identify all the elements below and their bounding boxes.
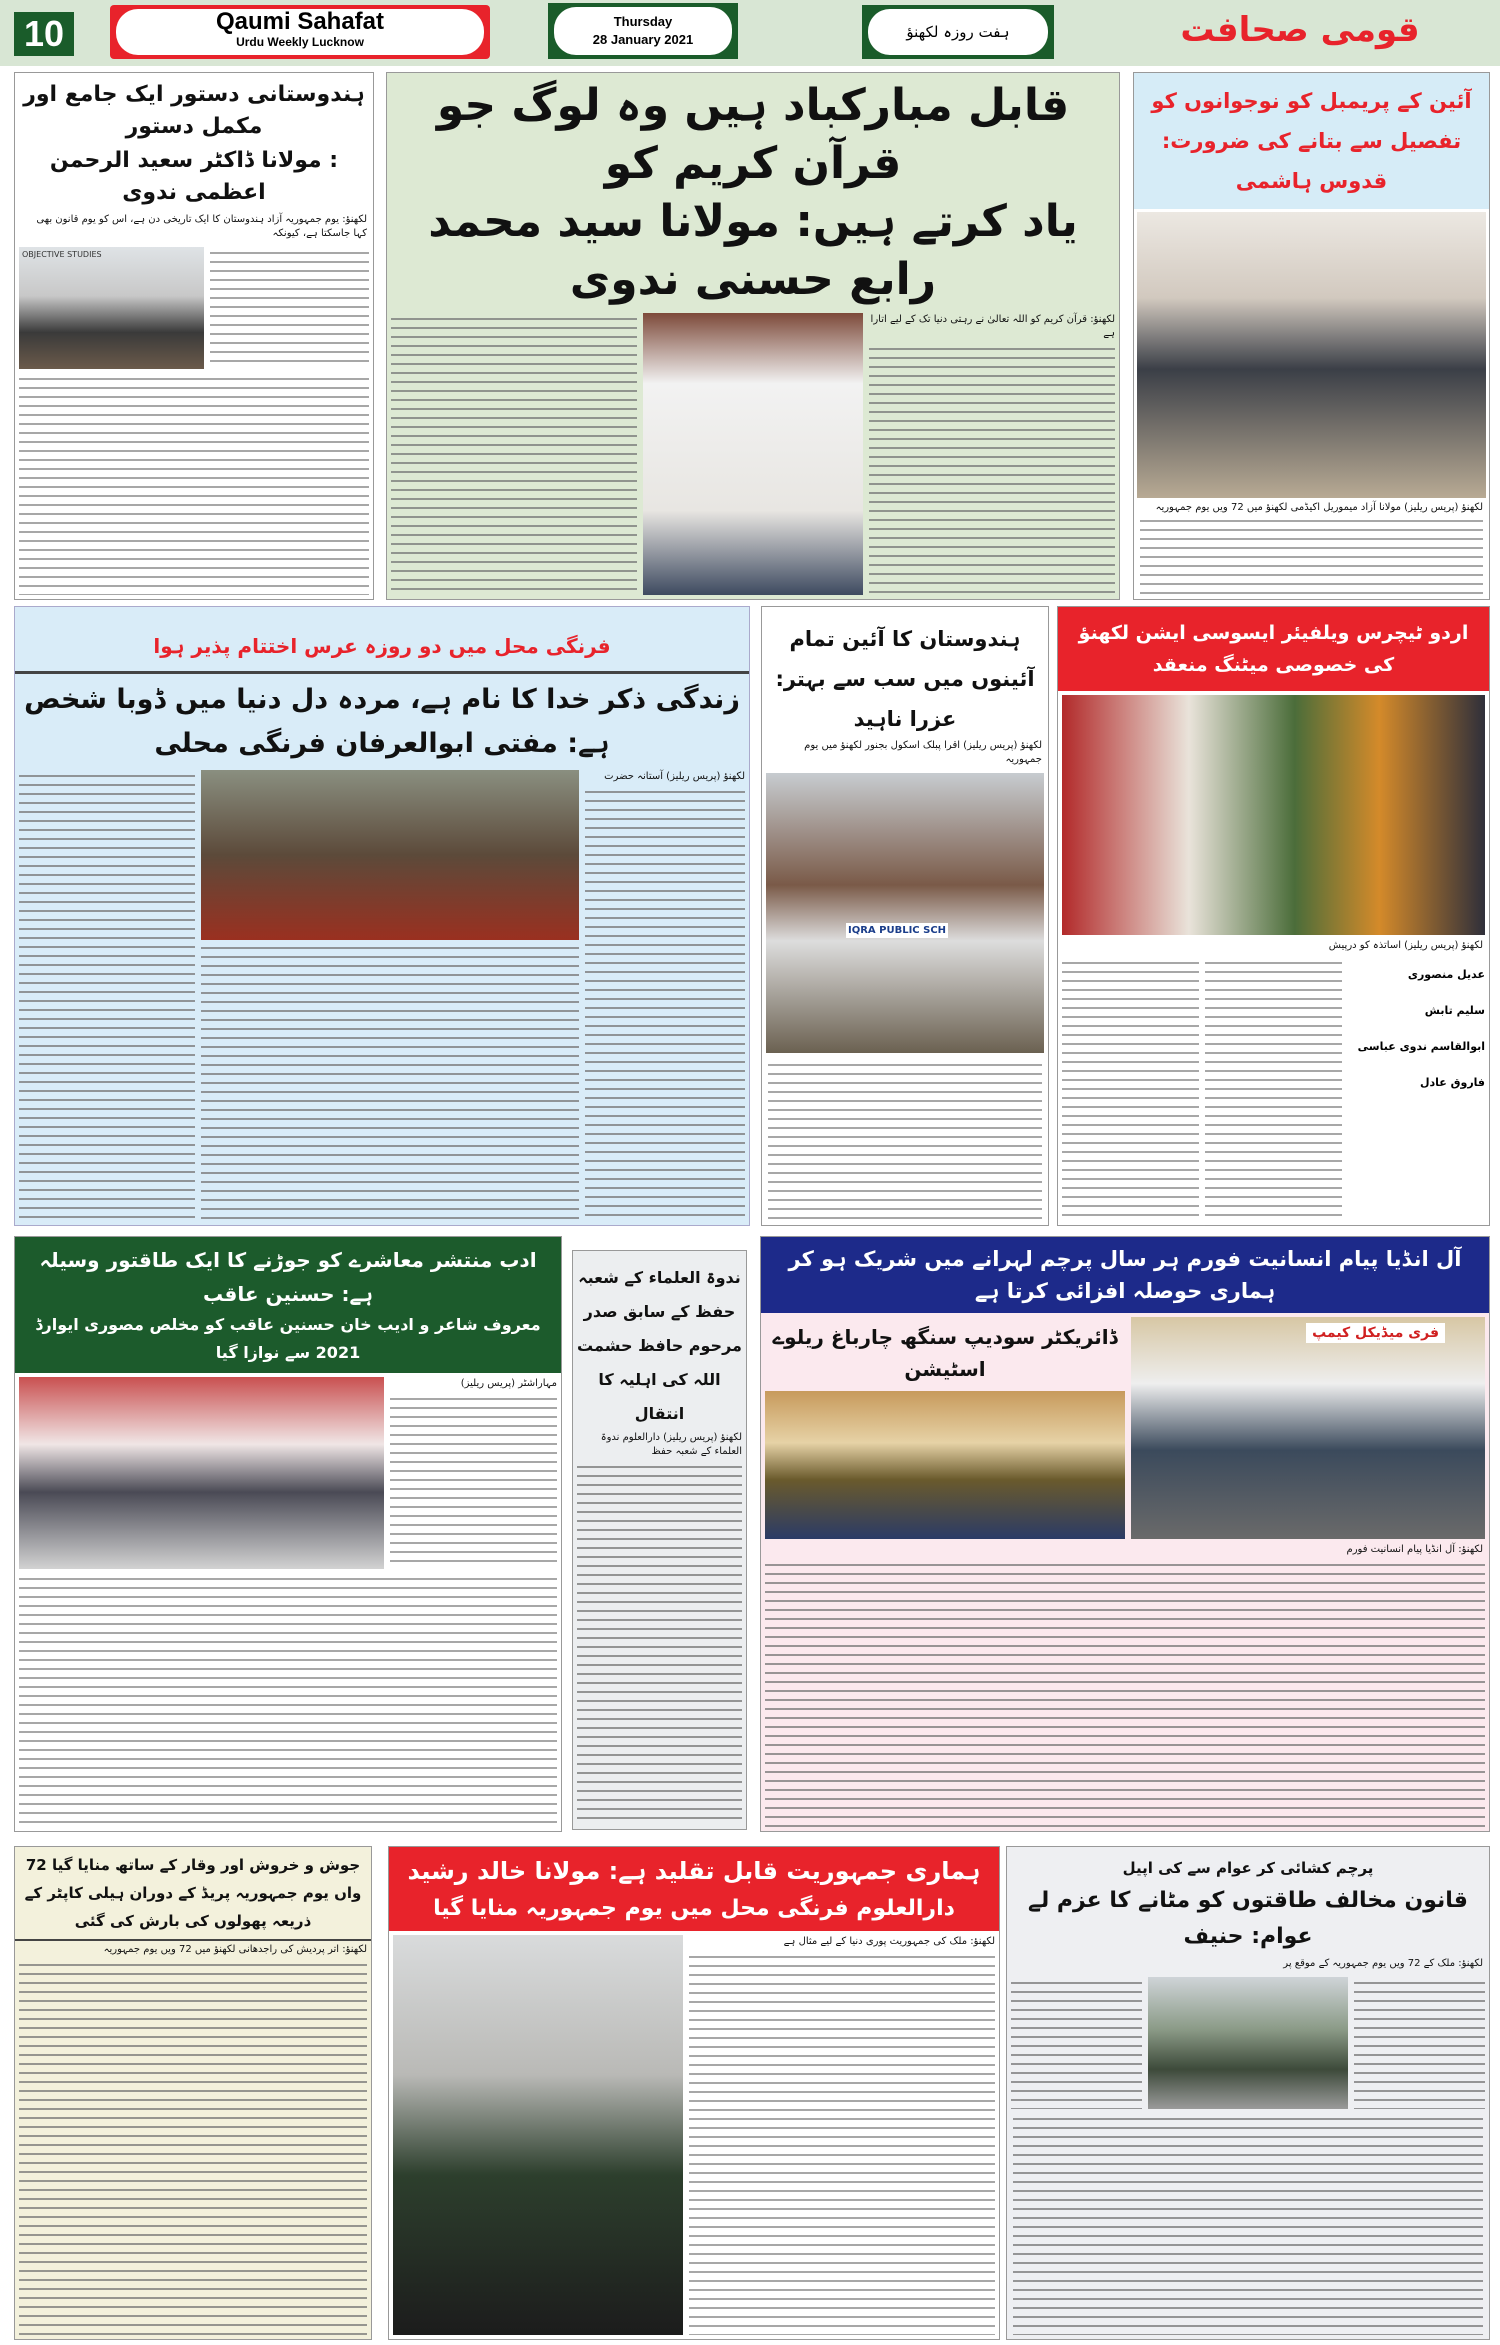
headline: جوش و خروش اور وقار کے ساتھ منایا گیا 72 واں یوم جمہوریہ پریڈ کے دوران ہیلی کاپٹر کے ذریعہ پھولوں کی بارش کی گئی — [15, 1847, 371, 1941]
body-text — [19, 373, 369, 595]
headline: زندگی ذکر خدا کا نام ہے، مردہ دل دنیا میں ڈوبا شخص ہے: مفتی ابوالعرفان فرنگی محلی — [24, 684, 740, 759]
lead-text: لکھنؤ: آل انڈیا پیام انسانیت فورم — [1346, 1544, 1483, 1555]
photo-group — [1137, 212, 1486, 498]
photo-speaker — [19, 247, 204, 369]
photo-row — [15, 1373, 561, 1573]
masthead-subtitle: Urdu Weekly Lucknow — [236, 35, 364, 49]
body-text — [19, 1959, 367, 2335]
kicker: فرنگی محل میں دو روزہ عرس اختتام پذیر ہوا — [153, 634, 611, 658]
photo-flag-hoisting — [766, 773, 1044, 1053]
body-text — [390, 1393, 557, 1569]
headline: آئین کے پریمبل کو نوجوانوں کو تفصیل سے بتانے کی ضرورت: قدوس ہاشمی — [1134, 73, 1489, 209]
article-teachers-meeting — [1057, 606, 1490, 1226]
headline: ادب منتشر معاشرے کو جوڑنے کا ایک طاقتور وسیلہ ہے: حسنین عاقب — [39, 1248, 537, 1306]
body-text — [19, 770, 195, 1221]
column — [869, 313, 1115, 595]
body-text — [1140, 515, 1483, 595]
article-urs — [14, 606, 750, 1226]
lead-text: لکھنؤ (پریس ریلیز) مولانا آزاد میموریل اکیڈمی لکھنؤ میں 72 ویں یوم جمہوریہ — [1155, 502, 1483, 513]
masthead-title: Qaumi Sahafat — [215, 8, 385, 35]
article-hasnain-aqib — [14, 1236, 562, 1832]
body-text — [210, 247, 369, 369]
lead-text: لکھنؤ: ملک کے 72 ویں یوم جمہوریہ کے موقع پر — [1283, 1958, 1483, 1969]
header-band — [389, 1847, 999, 1931]
photo-row — [761, 1313, 1489, 1543]
article-payam-insaniyat — [760, 1236, 1490, 1832]
lead-text: لکھنؤ: یوم جمہوریہ آزاد ہندوستان کا ایک تاریخی دن ہے، اس کو یوم قانون بھی کہا جاسکتا ہے، کیونکہ — [36, 214, 367, 239]
headline: اردو ٹیچرس ویلفیئر ایسوسی ایشن لکھنؤ کی خصوصی میٹنگ منعقد — [1058, 607, 1489, 691]
kicker: پرچم کشائی کر عوام سے کی اپیل — [1122, 1859, 1374, 1877]
issue-date: 28 January 2021 — [592, 32, 694, 47]
headline: ہندوستان کا آئین تمام آئینوں میں سب سے بہتر: عزرا ناہید — [775, 627, 1035, 731]
lead-text: لکھنؤ (پریس ریلیز) اساتذہ کو درپیش — [1328, 940, 1483, 951]
weekly-badge — [862, 5, 1054, 59]
article-nadwa-obituary — [572, 1250, 747, 1830]
photo-sign: IQRA PUBLIC SCH — [848, 925, 947, 936]
column — [585, 770, 745, 1221]
body-text — [19, 1573, 557, 1827]
body-text — [1011, 1977, 1142, 2109]
urdu-logo: قومی صحافت — [1180, 10, 1420, 50]
photo-award — [19, 1377, 384, 1569]
subhead: دارالعلوم فرنگی محل میں یوم جمہوریہ منایا گیا — [433, 1896, 955, 1921]
header-band — [15, 1237, 561, 1373]
body-text — [1205, 957, 1342, 1221]
photo-row — [1007, 1973, 1489, 2113]
content-row — [15, 766, 749, 1225]
subhead: معروف شاعر و ادیب خان حسنین عاقب کو مخلص مصوری ایوارڈ 2021 سے نوازا گیا — [35, 1315, 541, 1362]
lead-text: مہاراشٹر (پریس ریلیز) — [460, 1378, 557, 1389]
body-text — [585, 786, 745, 1221]
lead-text: لکھنؤ (پریس ریلیز) دارالعلوم ندوۃ العلماء کے شعبہ حفظ — [600, 1432, 742, 1457]
lead-text: لکھنؤ: اتر پردیش کی راجدھانی لکھنؤ میں 72 ویں یوم جمہوریہ — [103, 1944, 367, 1955]
headline: ندوۃ العلماء کے شعبہ حفظ کے سابق صدر مرحوم حافظ حشمت اللہ کی اہلیہ کا انتقال — [577, 1268, 742, 1423]
body-text — [689, 1951, 995, 2335]
camp-banner: فری میڈیکل کیمپ — [1306, 1323, 1445, 1343]
lead-text: لکھنؤ (پریس ریلیز) اقرا پبلک اسکول بجنور لکھنؤ میں یوم جمہوریہ — [804, 740, 1042, 765]
photo-row — [15, 243, 373, 373]
issue-day: Thursday — [613, 14, 673, 29]
lead-text: لکھنؤ (پریس ریلیز) آستانہ حضرت — [604, 771, 745, 782]
left-column — [765, 1317, 1125, 1539]
body-text — [1354, 1977, 1485, 2109]
photo-railway-officials — [765, 1391, 1125, 1539]
article-constitution-best — [761, 606, 1049, 1226]
photo-maulana — [643, 313, 863, 595]
byline: : مولانا ڈاکٹر سعید الرحمن اعظمی ندوی — [49, 148, 339, 205]
article-republic-day-parade — [14, 1846, 372, 2340]
body-text — [201, 942, 579, 1221]
article-constitution — [14, 72, 374, 600]
headline-line-1: قابل مبارکباد ہیں وہ لوگ جو قرآن کریم کو — [436, 80, 1070, 189]
subhead: ڈائریکٹر سودیپ سنگھ چارباغ ریلوے اسٹیشن — [772, 1325, 1118, 1381]
member-name: ابوالقاسم ندوی عباسی — [1357, 1040, 1485, 1053]
photo-medical-camp — [1131, 1317, 1485, 1539]
article-quran — [386, 72, 1120, 600]
body-text — [768, 1059, 1042, 1221]
body-text — [869, 343, 1115, 595]
column — [390, 1377, 557, 1569]
photo-caption: OBJECTIVE STUDIES — [22, 250, 102, 259]
content-row — [389, 1931, 999, 2339]
member-name: عدیل منصوری — [1407, 968, 1485, 981]
member-name: فاروق عادل — [1419, 1076, 1485, 1089]
page-number: 10 — [14, 12, 74, 56]
photo-flag-ceremony — [1148, 1977, 1348, 2109]
lead-text: لکھنؤ: ملک کی جمہوریت پوری دنیا کے لیے مثال ہے — [783, 1936, 995, 1947]
member-name: سلیم تابش — [1424, 1004, 1485, 1017]
body-text — [765, 1559, 1485, 1827]
article-khalid-rasheed — [388, 1846, 1000, 2340]
headline: ہماری جمہوریت قابل تقلید ہے: مولانا خالد رشید — [407, 1857, 981, 1885]
masthead — [110, 5, 490, 59]
center-column — [201, 770, 579, 1221]
article-preamble — [1133, 72, 1490, 600]
member-names — [1348, 957, 1485, 1221]
date-box — [548, 3, 738, 59]
headline-line-2: یاد کرتے ہیں: مولانا سید محمد رابع حسنی ندوی — [428, 196, 1078, 305]
weekly-label: ہفت روزہ لکھنؤ — [868, 9, 1048, 55]
columns — [1058, 953, 1489, 1225]
headline: ہندوستانی دستور ایک جامع اور مکمل دستور — [23, 82, 365, 139]
photo-felicitation — [1062, 695, 1485, 935]
column — [689, 1935, 995, 2335]
article-haneef — [1006, 1846, 1490, 2340]
content-row — [387, 309, 1119, 599]
photo-celebration — [393, 1935, 683, 2335]
body-text — [577, 1461, 742, 1825]
body-text — [1062, 957, 1199, 1221]
body-text — [1013, 2113, 1483, 2335]
body-text — [391, 313, 637, 595]
lead-text: لکھنؤ: قرآن کریم کو اللہ تعالیٰ نے رہتی دنیا تک کے لیے اتارا ہے — [870, 314, 1115, 339]
headline: قانون مخالف طاقتوں کو مٹانے کا عزم لے عوام: حنیف — [1028, 1888, 1468, 1949]
photo-gathering — [201, 770, 579, 940]
headline: آل انڈیا پیام انسانیت فورم ہر سال پرچم لہرانے میں شریک ہو کر ہماری حوصلہ افزائی کرتا ہے — [761, 1237, 1489, 1313]
